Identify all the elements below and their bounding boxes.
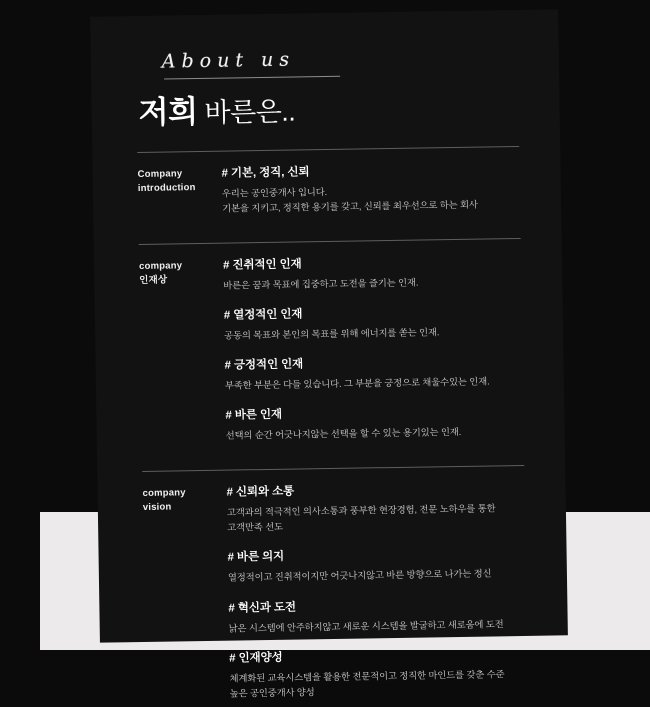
item-heading: # 신뢰와 소통 (226, 485, 295, 500)
item-line: 우리는 공인중개사 입니다. (221, 187, 328, 199)
section-label (139, 257, 226, 445)
list-item (229, 644, 528, 701)
script-heading: About us (161, 48, 296, 73)
section-label (137, 165, 222, 218)
section-company-introduction (137, 147, 520, 222)
section-company-vision (142, 466, 528, 706)
item-line: 체계화된 교육시스템을 활용한 전문적이고 정직한 마인드를 갖춘 수준 (229, 668, 505, 684)
item-line: 기본을 지키고, 정직한 용기를 갖고, 신뢰를 최우선으로 하는 회사 (222, 199, 478, 214)
card-content (91, 10, 567, 699)
list-item (224, 352, 523, 394)
item-line: 부족한 부분은 다들 있습니다. 그 부분을 긍정으로 채울수있는 인재. (224, 376, 490, 391)
section-label-line2: 인재상 (139, 274, 168, 286)
item-line: 높은 공인중개사 양성 (229, 686, 315, 699)
item-line: 고객만족 선도 (227, 522, 284, 534)
item-heading: # 기본, 정직, 신뢰 (221, 166, 310, 180)
list-item (228, 594, 527, 636)
list-item (227, 544, 526, 586)
section-label-line2: vision (142, 501, 172, 514)
item-heading: # 진취적인 인재 (222, 258, 302, 272)
item-heading: # 바른 의지 (227, 551, 285, 565)
section-label-line1: Company (137, 168, 183, 181)
item-heading: # 혁신과 도전 (228, 601, 297, 615)
heading-underline (164, 76, 340, 80)
section-label-line2: introduction (137, 181, 196, 194)
item-heading: # 열정적인 인재 (223, 308, 303, 322)
page-title-light: 바른은.. (197, 96, 296, 129)
page-title (138, 90, 518, 130)
page-title-bold: 저희 (138, 94, 198, 130)
list-item (224, 302, 523, 344)
item-line: 고객과의 적극적인 의사소통과 풍부한 현장경험, 전문 노하우를 통한 (226, 503, 496, 519)
section-body (221, 160, 520, 217)
section-label-line1: company (142, 487, 186, 500)
section-body (223, 252, 524, 444)
section-body (226, 479, 527, 701)
list-item (221, 160, 520, 217)
about-us-card (91, 10, 567, 699)
list-item (223, 252, 522, 294)
item-line: 바른은 꿈과 목표에 집중하고 도전을 즐기는 인재. (223, 277, 419, 291)
item-heading: # 긍정적인 인재 (224, 358, 304, 372)
list-item (225, 402, 524, 444)
item-line: 선택의 순간 어긋나지않는 선택을 할 수 있는 용기있는 인재. (225, 427, 462, 441)
item-line: 낡은 시스템에 안주하지않고 새로운 시스템을 발굴하고 새로움에 도전 (228, 618, 504, 634)
section-label (142, 484, 229, 703)
item-line: 공동의 목표와 본인의 목표를 위해 에너지를 쏟는 인재. (224, 327, 440, 341)
item-heading: # 인재양성 (229, 651, 283, 665)
item-line: 열정적이고 진취적이지만 어긋나지않고 바른 방향으로 나가는 정신 (227, 568, 492, 584)
list-item (226, 479, 525, 536)
section-label-line1: company (138, 260, 183, 273)
section-company-talent (139, 239, 524, 449)
item-heading: # 바른 인재 (225, 409, 283, 422)
